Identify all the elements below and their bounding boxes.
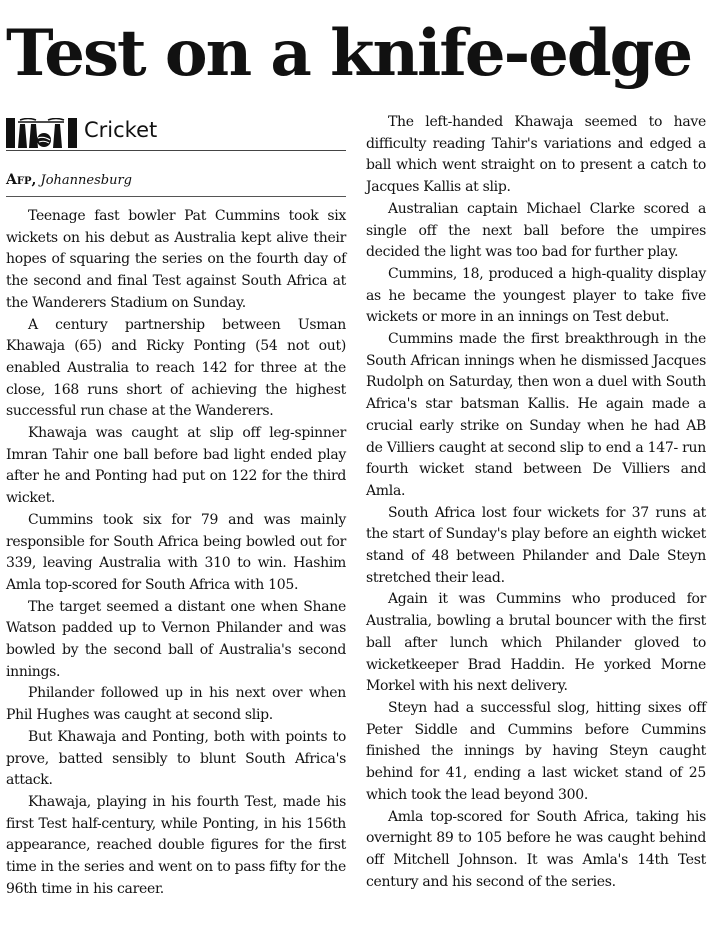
section-label: Cricket xyxy=(84,118,158,142)
paragraph: Australian captain Michael Clarke scored a single off the next ball before the umpires decided the light was too bad for further play. xyxy=(366,200,706,261)
cricket-bat-ball-icon xyxy=(6,118,78,148)
paragraph: Again it was Cummins who produced for Australia, bowling a brutal bouncer with the first ball after lunch which Philander gloved to wicketkeeper Brad Haddin. He yorked Morne Morkel with his next delivery. xyxy=(366,591,706,695)
paragraph: Cummins, 18, produced a high-quality display as he became the youngest player to take five wickets or more in an innings on Test debut. xyxy=(366,265,706,326)
headline: Test on a knife-edge xyxy=(6,16,692,91)
paragraph: Amla top-scored for South Africa, taking his overnight 89 to 105 before he was caught behind off Mitchell Johnson. It was Amla's 14th Test century and his second of the series. xyxy=(366,808,706,890)
paragraph: The target seemed a distant one when Shane Watson padded up to Vernon Philander and was bowled by the second ball of Australia's second innings. xyxy=(6,598,346,680)
paragraph: Philander followed up in his next over when Phil Hughes was caught at second slip. xyxy=(6,685,346,724)
byline-divider xyxy=(6,196,346,197)
section-kicker xyxy=(6,110,346,151)
paragraph: Steyn had a successful slog, hitting sixes off Peter Siddle and Cummins before Cummins finished the innings by having Steyn caught behind for 41, ending a last wicket stand of 25 which took the lead beyond 300. xyxy=(366,699,706,803)
byline-place: Johannesburg xyxy=(40,173,133,188)
paragraph: Khawaja, playing in his fourth Test, made his first Test half-century, while Ponting, in his 156th appearance, reached double figures for the first time in the series and went on to pass fifty for the 96th time in his career. xyxy=(6,793,346,897)
paragraph: South Africa lost four wickets for 37 runs at the start of Sunday's play before an eighth wicket stand of 48 between Philander and Dale Steyn stretched their lead. xyxy=(366,504,706,586)
paragraph: Cummins made the first breakthrough in the South African innings when he dismissed Jacques Rudolph on Saturday, then won a duel with South Africa's star batsman Kallis. He again made a crucial early strike on Sunday when he had AB de Villiers caught at second slip to end a 147- run fourth wicket stand between De Villiers and Amla. xyxy=(366,331,706,499)
paragraph: But Khawaja and Ponting, both with points to prove, batted sensibly to blunt South Africa's attack. xyxy=(6,728,346,789)
paragraph: The left-handed Khawaja seemed to have difficulty reading Tahir's variations and edged a ball which went straight on to present a catch to Jacques Kallis at slip. xyxy=(366,114,706,196)
article-column-right xyxy=(366,112,706,893)
paragraph: A century partnership between Usman Khawaja (65) and Ricky Ponting (54 not out) enabled Australia to reach 142 for three at the close, 168 runs short of achieving the highest successful run chase at the Wanderers. xyxy=(6,316,346,420)
paragraph: Khawaja was caught at slip off leg-spinner Imran Tahir one ball before bad light ended play after he and Ponting had put on 122 for the third wicket. xyxy=(6,425,346,507)
byline xyxy=(6,171,346,190)
byline-agency: Afp, xyxy=(6,172,37,188)
paragraph: Cummins took six for 79 and was mainly responsible for South Africa being bowled out for 339, leaving Australia with 310 to win. Hashim Amla top-scored for South Africa with 105. xyxy=(6,511,346,593)
paragraph: Teenage fast bowler Pat Cummins took six wickets on his debut as Australia kept alive their hopes of squaring the series on the fourth day of the second and final Test against South Africa at the Wanderers Stadium on Sunday. xyxy=(6,208,346,311)
article-column-left xyxy=(6,206,346,901)
